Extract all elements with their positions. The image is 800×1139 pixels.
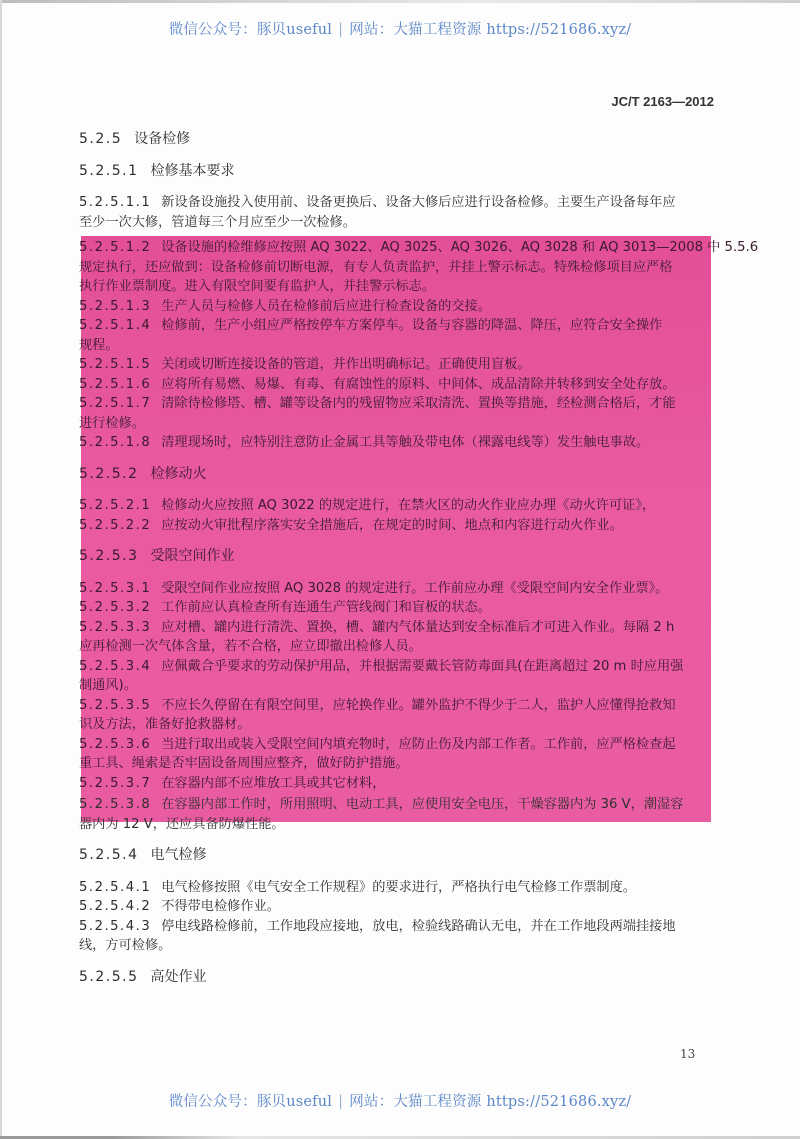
clause-text-cont: 重工具、绳索是否牢固设备周围应整齐，做好防护措施。 (79, 756, 409, 771)
clause-number: 5.2.5.1.3 (79, 298, 152, 314)
clause-text: 清除待检修塔、槽、罐等设备内的残留物应采取清洗、置换等措施，经检测合格后，才能 (161, 396, 676, 411)
clause-text: 应将所有易燃、易爆、有毒、有腐蚀性的原料、中间体、成品清除并转移到安全处存放。 (161, 376, 676, 392)
section-heading-5-2-5-2 (79, 465, 711, 485)
page-number: 13 (680, 1047, 696, 1061)
clause-5-2-5-3-6 (79, 735, 711, 774)
clause-number: 5.2.5.1.6 (79, 376, 152, 392)
clause-number: 5.2.5.3.5 (79, 697, 152, 713)
section-title: 电气检修 (150, 847, 207, 863)
page-edge-top (0, 0, 800, 3)
clause-text: 关闭或切断连接设备的管道，并作出明确标记。正确使用盲板。 (161, 357, 531, 372)
clause-text: 清理现场时，应特别注意防止金属工具等触及带电体（裸露电线等）发生触电事故。 (161, 435, 650, 450)
clause-text: 在容器内部工作时，所用照明、电动工具，应使用安全电压，干燥容器内为 36 V，潮湿容 (161, 797, 684, 812)
clause-number: 5.2.5.4.1 (79, 879, 152, 895)
clause-text-cont: 进行检修。 (79, 415, 145, 431)
section-heading-5-2-5-4 (79, 846, 711, 866)
clause-text-cont: 规程。 (79, 337, 119, 353)
clause-5-2-5-1-7 (79, 394, 711, 433)
clause-5-2-5-2-2 (79, 516, 711, 536)
clause-5-2-5-1-6 (79, 375, 711, 395)
clause-5-2-5-3-1 (79, 579, 711, 599)
section-title: 检修基本要求 (150, 162, 235, 179)
section-title: 设备检修 (134, 131, 191, 147)
section-title: 高处作业 (150, 968, 207, 985)
clause-number: 5.2.5.2.2 (79, 517, 152, 533)
clause-5-2-5-1-1 (79, 193, 711, 232)
clause-number: 5.2.5.3.8 (79, 797, 152, 812)
section-number: 5.2.5.4 (79, 847, 139, 863)
watermark-wechat: 微信公众号：豚贝useful (168, 22, 333, 38)
clause-text-cont: 线，方可检修。 (79, 938, 172, 953)
clause-5-2-5-1-4 (79, 316, 711, 355)
clause-text: 工作前应认真检查所有连通生产管线阀门和盲板的状态。 (161, 600, 491, 615)
clause-text: 新设备设施投入使用前、设备更换后、设备大修后应进行设备检修。主要生产设备每年应 (161, 195, 676, 210)
clause-number: 5.2.5.1.1 (79, 195, 152, 210)
clause-number: 5.2.5.1.7 (79, 396, 152, 411)
clause-text: 不得带电检修作业。 (161, 899, 280, 914)
clause-text-cont: 执行作业票制度。进入有限空间要有监护人，并挂警示标志。 (79, 279, 436, 294)
clause-text-cont: 至少一次大修，管道每三个月应至少一次检修。 (79, 214, 356, 230)
clause-text: 检修动火应按照 AQ 3022 的规定进行，在禁火区的动火作业应办理《动火许可证》， (161, 498, 656, 513)
clause-text-cont: 应再检测一次气体含量，若不合格，应立即撤出检修人员。 (79, 639, 422, 654)
watermark-separator: | (338, 1094, 344, 1110)
clause-5-2-5-1-8 (79, 433, 711, 453)
clause-text-cont: 规定执行，还应做到：设备检修前切断电源，有专人负责监护，并挂上警示标志。特殊检修项目应严格 (79, 259, 673, 275)
page-edge-left (0, 0, 2, 1139)
clause-5-2-5-1-5 (79, 355, 711, 375)
clause-number: 5.2.5.4.3 (79, 918, 152, 934)
section-number: 5.2.5.1 (79, 162, 139, 179)
clause-number: 5.2.5.4.2 (79, 899, 152, 914)
clause-number: 5.2.5.3.3 (79, 619, 152, 635)
clause-number: 5.2.5.3.2 (79, 600, 152, 615)
section-number: 5.2.5 (79, 131, 123, 147)
clause-5-2-5-2-1 (79, 496, 711, 516)
clause-5-2-5-4-3 (79, 917, 711, 956)
clause-text-cont: 识及方法，准备好抢救器材。 (79, 717, 251, 732)
clause-5-2-5-1-3 (79, 297, 711, 317)
section-number: 5.2.5.5 (79, 968, 139, 985)
watermark-top (0, 18, 800, 39)
clause-5-2-5-3-5 (79, 696, 711, 735)
clause-5-2-5-4-1 (79, 878, 711, 898)
section-heading-5-2-5-3 (79, 547, 711, 567)
watermark-wechat: 微信公众号：豚贝useful (168, 1094, 333, 1110)
clause-number: 5.2.5.1.5 (79, 357, 152, 372)
clause-text: 设备设施的检维修应按照 AQ 3022、AQ 3025、AQ 3026、AQ 3028 和 AQ 3013—2008 中 5.5.6 (161, 240, 759, 255)
clause-number: 5.2.5.3.1 (79, 580, 152, 596)
clause-text: 应按动火审批程序落实安全措施后，在规定的时间、地点和内容进行动火作业。 (161, 517, 623, 533)
section-heading-5-2-5 (79, 130, 711, 150)
clause-5-2-5-4-2 (79, 897, 711, 917)
clause-5-2-5-3-2 (79, 598, 711, 618)
clause-text: 受限空间作业应按照 AQ 3028 的规定进行。工作前应办理《受限空间内安全作业票》。 (161, 580, 669, 596)
clause-5-2-5-3-7 (79, 774, 711, 794)
clause-5-2-5-3-4 (79, 657, 711, 696)
clause-number: 5.2.5.3.6 (79, 736, 152, 752)
clause-text: 在容器内部不应堆放工具或其它材料， (161, 775, 386, 791)
clause-text: 应对槽、罐内进行清洗、置换，槽、罐内气体量达到安全标准后才可进入作业。每隔 2 h (161, 619, 675, 635)
clause-text: 停电线路检修前，工作地段应接地，放电，检验线路确认无电，并在工作地段两端挂接地 (161, 918, 676, 934)
clause-5-2-5-3-3 (79, 618, 711, 657)
section-title: 检修动火 (150, 465, 207, 482)
clause-text: 生产人员与检修人员在检修前后应进行检查设备的交接。 (161, 298, 491, 314)
clause-number: 5.2.5.3.4 (79, 658, 152, 674)
section-number: 5.2.5.3 (79, 548, 139, 564)
clause-number: 5.2.5.3.7 (79, 775, 152, 791)
clause-text: 应佩戴合乎要求的劳动保护用品，并根据需要戴长管防毒面具(在距离超过 20 m 时应用强 (161, 658, 684, 674)
clause-5-2-5-1-2 (79, 238, 759, 297)
watermark-website: 网站：大猫工程资源 https://521686.xyz/ (349, 22, 632, 38)
standard-code: JC/T 2163—2012 (611, 94, 714, 109)
document-body (79, 130, 759, 987)
watermark-separator: | (338, 22, 344, 38)
clause-number: 5.2.5.2.1 (79, 498, 152, 513)
clause-text: 电气检修按照《电气安全工作规程》的要求进行，严格执行电气检修工作票制度。 (161, 879, 636, 895)
clause-text-cont: 制通风)。 (79, 678, 137, 693)
clause-number: 5.2.5.1.2 (79, 240, 152, 255)
highlighted-region-text (79, 238, 759, 793)
watermark-bottom (0, 1090, 800, 1111)
clause-text: 不应长久停留在有限空间里，应轮换作业。罐外监护不得少于二人，监护人应懂得抢救知 (161, 697, 676, 713)
section-heading-5-2-5-1 (79, 162, 711, 182)
section-title: 受限空间作业 (150, 548, 235, 564)
clause-number: 5.2.5.1.4 (79, 318, 152, 333)
watermark-website: 网站：大猫工程资源 https://521686.xyz/ (349, 1094, 632, 1110)
section-number: 5.2.5.2 (79, 465, 139, 482)
section-heading-5-2-5-5 (79, 968, 711, 988)
clause-text: 检修前，生产小组应严格按停车方案停车。设备与容器的降温、降压，应符合安全操作 (161, 318, 663, 333)
clause-text: 当进行取出或装入受限空间内填充物时，应防止伤及内部工作者。工作前，应严格检查起 (161, 736, 676, 752)
clause-text-cont: 器内为 12 V，还应具备防爆性能。 (79, 816, 285, 832)
clause-5-2-5-3-8 (79, 795, 711, 834)
clause-number: 5.2.5.1.8 (79, 435, 152, 450)
